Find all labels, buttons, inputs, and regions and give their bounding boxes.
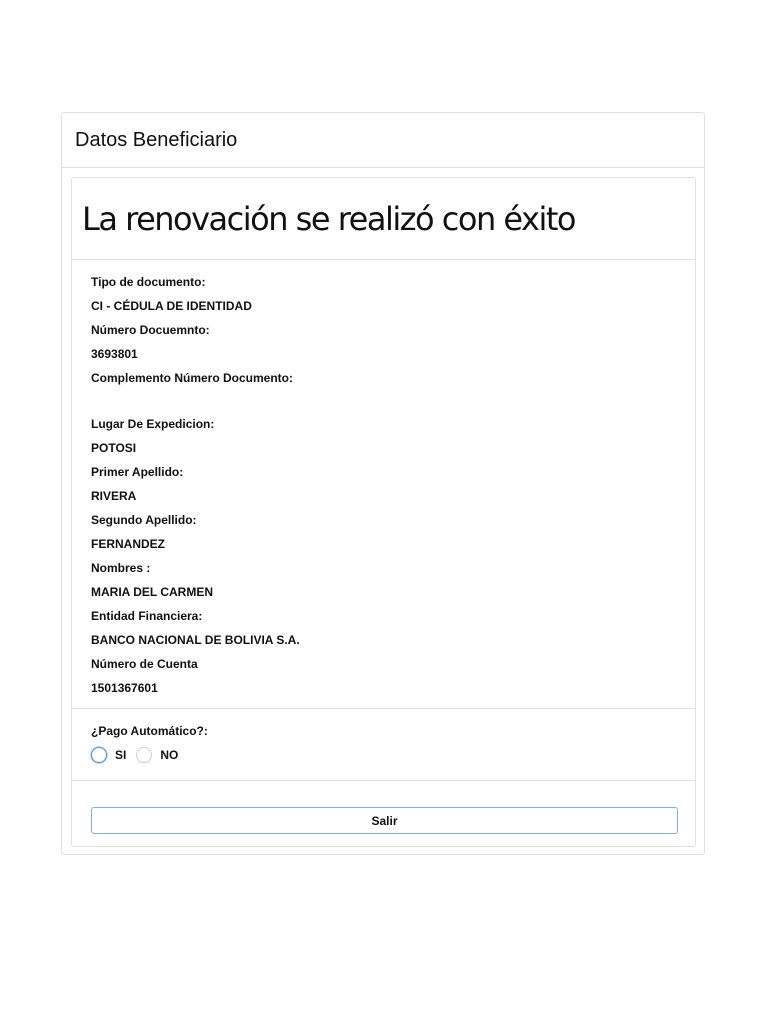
field-label-second-surname: Segundo Apellido: <box>91 513 197 527</box>
beneficiary-card <box>61 112 705 855</box>
result-panel <box>71 177 696 847</box>
beneficiary-details <box>72 260 695 709</box>
field-value-document-number: 3693801 <box>91 347 138 361</box>
field-label-account-number: Número de Cuenta <box>91 657 198 671</box>
card-header <box>62 113 704 168</box>
radio-option-no[interactable] <box>136 747 178 763</box>
field-label-document-number: Número Docuemnto: <box>91 323 210 337</box>
radio-no-circle[interactable] <box>136 747 152 763</box>
field-label-document-complement: Complemento Número Documento: <box>91 371 294 385</box>
radio-no-label: NO <box>160 748 179 762</box>
field-value-document-type: CI - CÉDULA DE IDENTIDAD <box>91 299 252 313</box>
exit-button[interactable]: Salir <box>91 807 678 834</box>
radio-option-si[interactable] <box>91 747 126 763</box>
success-message: La renovación se realizó con éxito <box>82 199 575 238</box>
field-value-names: MARIA DEL CARMEN <box>91 585 213 599</box>
field-value-issue-place: POTOSI <box>91 441 137 455</box>
radio-si-circle[interactable] <box>91 747 107 763</box>
field-label-document-type: Tipo de documento: <box>91 275 206 289</box>
field-value-financial-entity: BANCO NACIONAL DE BOLIVIA S.A. <box>91 633 300 647</box>
card-title: Datos Beneficiario <box>75 128 238 151</box>
field-label-financial-entity: Entidad Financiera: <box>91 609 203 623</box>
field-label-first-surname: Primer Apellido: <box>91 465 184 479</box>
field-value-document-complement <box>91 390 695 412</box>
field-value-second-surname: FERNANDEZ <box>91 537 165 551</box>
success-message-section <box>72 178 695 260</box>
field-label-issue-place: Lugar De Expedicion: <box>91 417 215 431</box>
auto-payment-section <box>72 709 695 781</box>
actions-section <box>72 781 695 846</box>
radio-si-label: SI <box>115 748 127 762</box>
auto-payment-label: ¿Pago Automático?: <box>91 724 208 738</box>
field-value-first-surname: RIVERA <box>91 489 137 503</box>
field-label-names: Nombres : <box>91 561 151 575</box>
field-value-account-number: 1501367601 <box>91 681 158 695</box>
auto-payment-radio-group <box>91 747 695 763</box>
